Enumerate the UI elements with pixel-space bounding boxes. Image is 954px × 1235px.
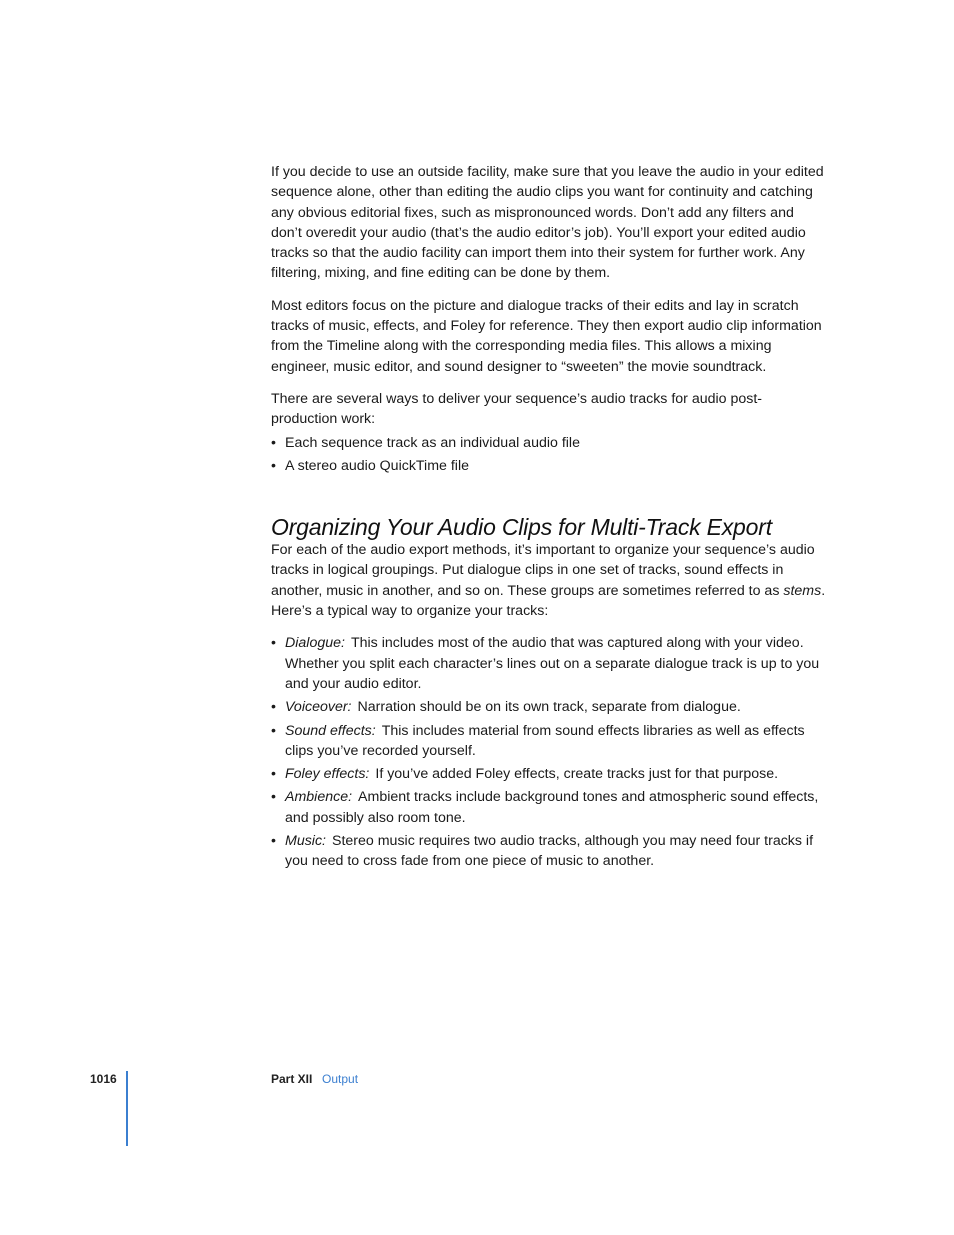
list-item-ambience: • Ambience: Ambient tracks include background tones and atmospheric sound effects, and possibly also room tone. xyxy=(271,787,827,828)
footer-section-link[interactable]: Output xyxy=(322,1072,359,1086)
paragraph-delivery-ways: There are several ways to deliver your sequence’s audio tracks for audio post-production work: xyxy=(271,390,763,428)
paragraph-outside-facility: If you decide to use an outside facility, make sure that you leave the audio in your edited sequence alone, other than editing the audio clips you want for continuity and catching any obvious editorial fixes, such as mispronounced words. Don’t add any filters and don’t overedit your audio (that’s the audio editor’s job). You’ll export your edited audio tracks so that the audio facility can import them into their system for further work. Any filtering, mixing, and fine editing can be done by them. xyxy=(271,164,824,282)
section-intro: For each of the audio export methods, it’s important to organize your sequence’s audio tracks in logical groupings. Put dialogue clips in one set of tracks, sound effects in another, music in another, and so on. These groups are sometimes referred to as stems. Here’s a typical way to organize your tracks: xyxy=(271,542,826,620)
page-footer xyxy=(0,1072,954,1092)
track-organization-list xyxy=(271,633,827,871)
list-item: • A stereo audio QuickTime file xyxy=(271,456,827,476)
list-item-foley-effects: • Foley effects: If you’ve added Foley effects, create tracks just for that purpose. xyxy=(271,764,827,784)
list-item: • Each sequence track as an individual audio file xyxy=(271,433,827,453)
list-item-dialogue: • Dialogue: This includes most of the audio that was captured along with your video. Whether you split each character’s lines out on a separate dialogue track is up to you and your audio editor. xyxy=(271,633,827,694)
list-item-music: • Music: Stereo music requires two audio tracks, although you may need four tracks if you need to cross fade from one piece of music to another. xyxy=(271,831,827,872)
paragraph-editors-focus: Most editors focus on the picture and dialogue tracks of their edits and lay in scratch tracks of music, effects, and Foley for reference. They then export audio clip information from the Timeline along with the corresponding media files. This allows a mixing engineer, music editor, and sound designer to “sweeten” the movie soundtrack. xyxy=(271,297,822,375)
footer-part: Part XII xyxy=(271,1072,313,1086)
list-item-sound-effects: • Sound effects: This includes material from sound effects libraries as well as effects clips you’ve recorded yourself. xyxy=(271,721,827,762)
page-number: 1016 xyxy=(90,1072,117,1086)
section-heading: Organizing Your Audio Clips for Multi-Track Export xyxy=(271,514,772,541)
list-item-voiceover: • Voiceover: Narration should be on its own track, separate from dialogue. xyxy=(271,697,827,717)
stems-term: stems xyxy=(783,582,822,599)
delivery-list xyxy=(271,433,827,477)
page-content xyxy=(271,162,827,875)
